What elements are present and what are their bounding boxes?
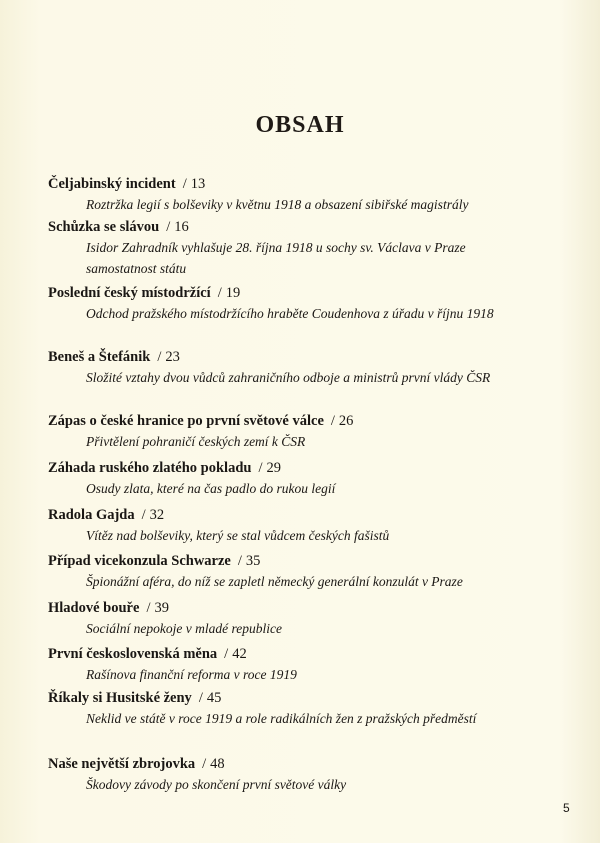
toc-entry-head xyxy=(48,644,568,664)
toc-entry-title: Záhada ruského zlatého pokladu xyxy=(48,460,252,476)
toc-entry-head xyxy=(48,174,568,194)
toc-entry xyxy=(48,551,568,592)
toc-separator: / xyxy=(157,349,162,365)
toc-entry xyxy=(48,283,568,324)
toc-entry-head xyxy=(48,598,568,618)
page-number: 5 xyxy=(563,801,570,815)
toc-entry-description: Osudy zlata, které na čas padlo do rukou legií xyxy=(86,481,336,496)
toc-entry-description: Špionážní aféra, do níž se zapletl německý generální konzulát v Praze xyxy=(86,574,463,589)
toc-page-number: 29 xyxy=(266,460,281,476)
toc-entry-title: Radola Gajda xyxy=(48,507,135,523)
toc-entry-description: Neklid ve státě v roce 1919 a role radikálních žen z pražských předměstí xyxy=(86,711,477,726)
toc-entry-title: Beneš a Štefánik xyxy=(48,349,151,365)
toc-page-number: 48 xyxy=(210,756,225,772)
toc-page-number: 39 xyxy=(154,600,169,616)
toc-entry-head xyxy=(48,347,568,367)
toc-separator: / xyxy=(258,460,263,476)
toc-entry-title: Říkaly si Husitské ženy xyxy=(48,690,192,706)
toc-entry-title: Poslední český místodržící xyxy=(48,285,211,301)
toc-entry-description: Roztržka legií s bolševiky v květnu 1918 a obsazení sibiřské magistrály xyxy=(86,197,469,212)
toc-entry-description: Přivtělení pohraničí českých zemí k ČSR xyxy=(86,434,306,449)
toc-entry-title: Hladové bouře xyxy=(48,600,140,616)
toc-page-number: 13 xyxy=(190,176,206,192)
toc-entry-title: Schůzka se slávou xyxy=(48,219,160,235)
toc-entry-description: Složité vztahy dvou vůdců zahraničního odboje a ministrů první vlády ČSR xyxy=(86,370,491,385)
toc-entry xyxy=(48,754,568,795)
toc-separator: / xyxy=(141,507,146,523)
toc-entry xyxy=(48,174,568,215)
toc-entry-description: Škodovy závody po skončení první světové války xyxy=(86,777,347,792)
toc-separator: / xyxy=(146,600,151,616)
toc-entry-head xyxy=(48,411,568,431)
toc-entry xyxy=(48,688,568,729)
toc-entry-title: První československá měna xyxy=(48,646,218,662)
toc-entry-description: Vítěz nad bolševiky, který se stal vůdcem českých fašistů xyxy=(86,528,390,543)
toc-entry xyxy=(48,458,568,499)
page-title: OBSAH xyxy=(255,112,345,138)
toc-separator: / xyxy=(330,413,335,429)
toc-page-number: 42 xyxy=(232,646,247,662)
toc-separator: / xyxy=(237,553,242,569)
toc-page-number: 32 xyxy=(149,507,165,523)
toc-entry-title: Čeljabinský incident xyxy=(48,176,176,192)
toc-entry-head xyxy=(48,217,568,237)
toc-entry-description: Rašínova finanční reforma v roce 1919 xyxy=(86,667,297,682)
toc-separator: / xyxy=(166,219,171,235)
toc-entry xyxy=(48,644,568,685)
toc-entry xyxy=(48,598,568,639)
toc-entry-title: Naše největší zbrojovka xyxy=(48,756,196,772)
toc-separator: / xyxy=(182,176,187,192)
toc-page-number: 45 xyxy=(206,690,222,706)
toc-entry-head xyxy=(48,688,568,708)
toc-page-number: 23 xyxy=(165,349,180,365)
toc-separator: / xyxy=(217,285,222,301)
toc-entry xyxy=(48,505,568,546)
toc-entry xyxy=(48,217,568,279)
toc-entry-description: Odchod pražského místodržícího hraběte Coudenhova z úřadu v říjnu 1918 xyxy=(86,306,494,321)
toc-page-number: 19 xyxy=(225,285,241,301)
toc-separator: / xyxy=(224,646,229,662)
toc-entry-description: Sociální nepokoje v mladé republice xyxy=(86,621,282,636)
toc-entry xyxy=(48,411,568,452)
toc-entry-head xyxy=(48,283,568,303)
toc-page-number: 16 xyxy=(174,219,189,235)
toc-entry-head xyxy=(48,754,568,774)
toc-entry-head xyxy=(48,505,568,525)
toc-entry-title: Případ vicekonzula Schwarze xyxy=(48,553,231,569)
toc-page-number: 26 xyxy=(338,413,354,429)
toc-entry-head xyxy=(48,458,568,478)
toc-entry-head xyxy=(48,551,568,571)
toc-separator: / xyxy=(202,756,207,772)
toc-entry xyxy=(48,347,568,388)
toc-page-number: 35 xyxy=(245,553,261,569)
toc-separator: / xyxy=(198,690,203,706)
toc-entry-title: Zápas o české hranice po první světové válce xyxy=(48,413,324,429)
toc-entry-description: Isidor Zahradník vyhlašuje 28. října 1918 u sochy sv. Václava v Praze samostatnost státu xyxy=(86,240,466,276)
